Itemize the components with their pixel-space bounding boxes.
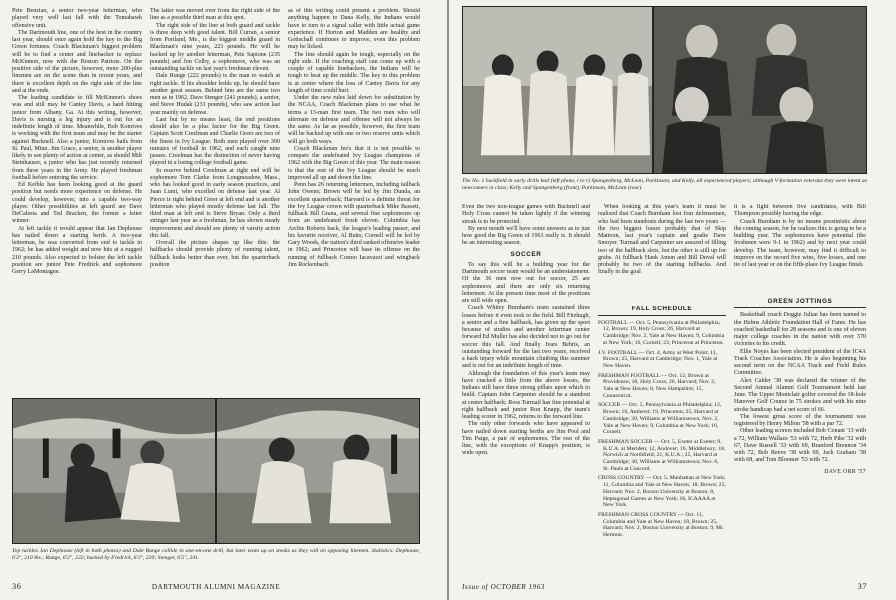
right-page [449, 0, 896, 600]
left-column-3 [288, 8, 420, 390]
tackle-drill-photo [12, 398, 420, 544]
paragraph: Dale Runge (222 pounds) is the man to watch at right tackle. If his shoulder holds up, he should have another great season. Behind him are the same two men as in 1962, Dave Stenger (241 pounds), a senior, and Steve Hudak (231 pounds), who saw action last year mainly on defense. [150, 73, 280, 116]
paragraph: Basketball coach Doggie Julian has been named to the Helms Athletic Foundation Hall of Fame. He has coached basketball for 28 seasons and is one of eleven major college coaches in the nation with over 370 victories to his credit. [734, 312, 866, 348]
photo-caption: Top tackles Jan Dephouse (left in both photos) and Dale Runge collide in one-on-one drill, but later team up on steaks as they will on opposing linemen. Statistics: Dephouse, 6'3", 210 lbs.; Runge, 6'2", 222; backed by Fredrick, 6'3", 220; Stenger, 6'5", 241. [12, 548, 420, 561]
paragraph: The Dartmouth line, one of the best in the country last year, should once again hold the key to the Big Green fortunes. Coach Blackman's biggest problem will be to find a center and linebacker to replace McKinnon, now with the Boston Patriots. On the positive side of the picture, however, more 200-plus linemen are on the scene than in recent years, and there is excellent depth on the right side of the line and at the ends. [12, 29, 142, 94]
right-column-1 [462, 204, 590, 578]
paragraph: The lowest gross score of the tournament was registered by Henry Milton '58 with a par 72. [734, 413, 866, 427]
paragraph: Ellie Noyes has been elected president of the IC4A Track Coaches Association. He is also beginning his second term on the NCAA Track and Field Rules Committee. [734, 348, 866, 377]
schedule-entry: FRESHMAN SOCCER — Oct. 5, Exeter at Exeter; 9, K.U.A. at Meriden; 12, Andover; 16, Middlebury; 18, Norwich at Northfield; 21, K.U.A.; 25, Harvard at Cambridge; 30, Williams at Williamstown; Nov. 6, St. Pauls at Concord. [598, 438, 726, 472]
paragraph: The line should again be tough, especially on the right side. If the coaching staff can come up with a couple of capable linebackers, the Indians will be tough to beat up the middle. The key to this problem is at center where the loss of Cantey Davis for any length of time could hurt. [288, 51, 420, 94]
backfield-photo-image [463, 7, 866, 173]
paragraph: Other leading scorers included Bob Conant '13 with a 72, William Wallace '53 with 72, Herb Pike '32 with 67, Dave Russell '33 with 69, Branford Brennon '34 with 72, Bob Reeve '38 with 69, Jack Graham '38 with 68, and Tom Bloomer '53 with 72. [734, 428, 866, 464]
paragraph: Although the foundation of this year's team may have cracked a little from the above losses, the Indians still have three strong pillars upon which to build. Captain John Carpenter should be a standout at center halfback; Ross Turmail has fine potential at right halfback and junior Ron Knapp, the team's leading scorer in 1962, returns to the forward line. [462, 370, 590, 420]
left-page [0, 0, 447, 600]
left-column-2 [150, 8, 280, 390]
paragraph: Last but by no means least, the end positions should also be a plus factor for the Big Green. Captain Scott Creelman and Charlie Greer are two of the finest in Ivy League. Both men played over 300 minutes of football in 1962, and each caught nine passes. Creelman has the distinction of never having played in a losing college football game. [150, 116, 280, 167]
green-jottings [734, 298, 866, 576]
paragraph: Even the two non-league games with Bucknell and Holy Cross cannot be taken lightly if the winning streak is to be protected. [462, 204, 590, 225]
schedule-title: FALL SCHEDULE [598, 306, 726, 316]
tackle-drill-photo-image [13, 399, 419, 543]
author-signature: DAVE ORR '57 [824, 468, 866, 475]
page-number: 36 [12, 582, 22, 591]
paragraph: Pete Benzian, a senior two-year letterman, who played very well last fall with the Tomahawk offensive unit. [12, 8, 142, 29]
paragraph: The leading candidate to fill McKinnon's shoes was and still may be Cantey Davis, a hard hitting junior from Albany, Ga. At this writing, however, Davis is nursing a leg injury and is out for an indefinite length of time. Meanwhile, Bob Komives is working with the first team and may be the starter against Bucknell. Also a junior, Komives hails from St. Paul, Minn. Jim Grace, a senior, is another player likely to see plenty of action at center, as should Milt Steinhauser, a junior who has just recently returned from three years in the Army. He played freshman football before entering the service. [12, 95, 142, 181]
paragraph: Overall the picture shapes up like this: the halfbacks should provide plenty of running talent, fullback looks better than ever, but the quarterback position [150, 240, 280, 268]
issue-date: Issue of OCTOBER 1963 [462, 583, 545, 591]
paragraph: as of this writing could present a problem. Should anything happen to Dana Kelly, the Indians would have to turn to a signal caller with little actual game experience. If Horton and Madden are healthy and Gottschall continues to improve, even this problem may be licked. [288, 8, 420, 51]
schedule-entry: FRESHMAN CROSS COUNTRY — Oct. 11, Columbia and Yale at New Haven; 18, Brown; 25, Harvard; Nov. 2, Boston University at Boston; 9, Mt. Hermon. [598, 511, 724, 539]
paragraph: In reserve behind Creelman at right end will be sophomore Tom Clarke from Longmeadow, Mass., who has looked good in early season practices, and Juan Lumi, who excelled on defense last year. Al Pierce is right behind Greer at left end and is another letterman who played mostly defense last fall. The third man at left end is Steve Bryan. Only a third stringer last year as a freshman, he has shown steady improvement and should see plenty of varsity action this fall. [150, 167, 280, 239]
paragraph: The latter was moved over from the right side of the line as a possible third man at this spot. [150, 8, 280, 22]
page-number: 37 [857, 582, 867, 591]
right-column-2 [598, 204, 726, 302]
paragraph: Penn has 26 returning lettermen, including tailback John Owens; Brown will be led by Jim Dunda, an excellent quarterback; Harvard is a definite threat for the Ivy League crown with quarterback Mike Bassett, fullback Bill Grana, and several fine sophomores up from an undefeated frosh eleven. Columbia has Archie Roberts back, the league's leading passer, and his favorite receiver, Al Butts; Cornell will be led by Gary Woods, the nation's third ranked offensive leader in 1962; and Princeton will base its offense on the running of fullback Cosmo Iacavazzi and wingback Jim Rockenbach. [288, 182, 420, 268]
paragraph: Ed Keible has been looking good at the guard position but needs more experience on defense. He could develop, however, into a capable two-way player. Other possibilities at left guard are Dave DeCalesta and Ted Bracken, the former a letter winner. [12, 182, 142, 225]
backfield-caption: The No. 1 backfield in early drills had (left photo, l to r) Spangenberg, McLean, Parkinson, and Kelly, all experienced players; although V-formation veterans they were intent as newcomers in class; Kelly and Spangenberg (front), Parkinson, McLean (rear). [462, 178, 867, 191]
paragraph: Alex Calder '38 was declared the winner of the Second Annual Alumni Golf Tournament held last June. The Upper Montclair golfer covered the 18-hole Hanover Golf Course in 75 strokes and with his nine stroke handicap had a net score of 66. [734, 377, 866, 413]
paragraph: To say this will be a building year for the Dartmouth soccer team would be an understatement. Of the 36 men now out for soccer, 25 are sophomores and there are only six returning lettermen. At the present time most of the positions are still wide open. [462, 261, 590, 304]
paragraph: When looking at this year's team it must be realized that Coach Burnham lost four defensemen, who had been standouts during the last two years — the two biggest losses probably that of Skip Mattoon, last year's captain and goalie Dave Smoyer. Turmail and Carpenter are assured of filling two of the halfback slots, but the other is still up for grabs. At fullback Hank Amon and Bill Duval will probably be two of the starting fullbacks. And finally in the goal [598, 204, 726, 276]
right-column-3 [734, 204, 866, 296]
paragraph: The right side of the line at both guard and tackle is three deep with good talent. Bill Curran, a senior from Portland, Me., is the biggest middle guard in Blackman's nine years, 223 pounds. He will be backed up by another letterman, Pete Sapione (235 pounds) and Jon Colby, a sophomore, who was an outstanding tackle on last year's freshman eleven. [150, 22, 280, 72]
backfield-photo [462, 6, 867, 174]
paragraph: Under the new rules laid down for substitution by the NCAA, Coach Blackman plans to use what he terms a 13-man first team. The two men who will alternate on defense and offense will not always be the same. As far as possible, however, the first team will be backed up with one or two reserve units which will go both ways. [288, 95, 420, 145]
schedule-entry: SOCCER — Oct. 5, Pennsylvania at Philadelphia; 12, Brown; 16, Amherst; 19, Princeton; 25, Harvard at Cambridge; 30, Williams at Williamstown; Nov. 2, Yale at New Haven; 9, Columbia at New York; 16, Cornell. [598, 402, 722, 436]
soccer-heading: SOCCER [510, 250, 542, 258]
left-column-1 [12, 8, 142, 390]
schedule-entry: CROSS COUNTRY — Oct. 5, Manhattan at New York; 11, Columbia and Yale at New Haven; 18, Brown; 25, Harvard; Nov. 2, Boston University at Boston; 8, Heptagonal Games at New York; 18, ICAAAA at New York. [598, 475, 726, 509]
magazine-name: DARTMOUTH ALUMNI MAGAZINE [151, 583, 281, 591]
left-footer [12, 582, 420, 594]
paragraph: Coach Blackman fee's that it is not possible to compare the undefeated Ivy League champions of 1962 with the Big Green of this year. The main reason is that the rest of the Ivy League should be much improved all up and down the line. [288, 145, 420, 181]
schedule-entry: FRESHMAN FOOTBALL — Oct. 12, Brown at Providence; 18, Holy Cross; 26, Harvard; Nov. 2, Yale at New Haven; 8, New Hampshire; 15, Connecticut. [598, 372, 716, 399]
paragraph: At left tackle it would appear that Jan Dephouse has nailed down a starting berth. A two-year letterman, he was converted from end to tackle in 1962; he has added weight and now hits at a rugged 210 pounds. Also expected to bolster the left tackle position are junior Pete Fredrick and sophomore Gerry LaMontagne. [12, 225, 142, 275]
paragraph: By next month we'll have some answers as to just how good the Big Green of 1963 really is. It should be an interesting season. [462, 225, 590, 247]
right-footer [462, 582, 867, 594]
fall-schedule [598, 306, 726, 580]
schedule-entry: FOOTBALL — Oct. 5, Pennsylvania at Philadelphia; 12, Brown; 19, Holy Cross; 26, Harvard at Cambridge; Nov. 2, Yale at New Haven; 9, Columbia at New York; 16, Cornell; 23, Princeton at Princeton. [598, 319, 725, 346]
paragraph: The only other forwards who have appeared to have nailed down starting berths are Jim Pool and Tim Paige, a pair of sophomores. The rest of the line, with the exceptions of Knapp's position, is wide open. [462, 421, 590, 457]
jottings-title: GREEN JOTTINGS [734, 298, 866, 308]
paragraph: Coach Burnham is by no means pessimistic about the coming season, for he realizes this is going to be a building year. The sophomores have potential (the freshmen were 9-1 in 1962) and by next year could develop. The team, however, may find it difficult to improve on the record five wins, five losses, and one tie of last year or on the fifth-place Ivy League finish. [734, 218, 866, 268]
paragraph: it is a fight between five candidates, with Bill Thompson possibly having the edge. [734, 204, 866, 218]
paragraph: Coach Whitey Burnham's team sustained three losses before it even took to the field. Bill Fitzhugh, a senior and a fine halfback, has given up the sport because of studies and another letterman center forward Ed Muller has also decided not to go out for soccer this fall. And finally Ivars Bebris, an outstanding forward for the last two years, received a back injury while mountain climbing this summer and is out for an indefinite length of time. [462, 305, 590, 370]
schedule-entry: J.V. FOOTBALL — Oct. 4, Army at West Point; 11, Brown; 25, Harvard at Cambridge; Nov. 1, Yale at New Haven. [598, 349, 718, 369]
